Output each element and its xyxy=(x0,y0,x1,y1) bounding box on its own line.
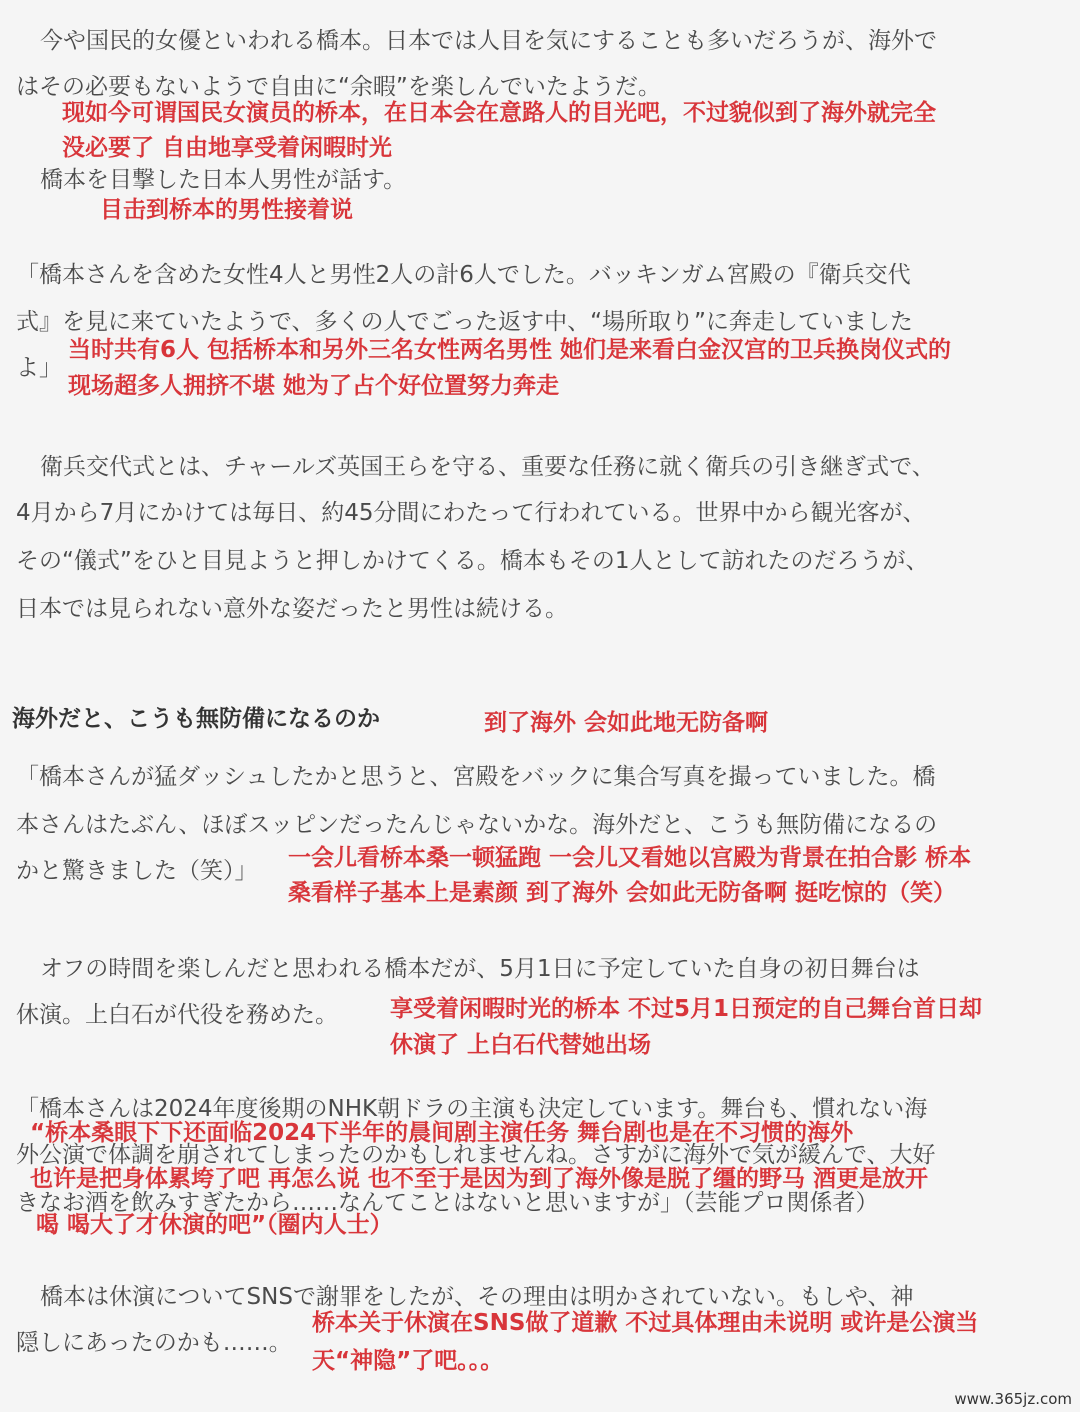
p7-cn-line-2: 也许是把身体累垮了吧 再怎么说 也不至于是因为到了海外像是脱了缰的野马 酒更是放开 xyxy=(30,1166,929,1192)
p4-jp-line-1: 衛兵交代式とは、チャールズ英国王らを守る、重要な任務に就く衛兵の引き継ぎ式で、 xyxy=(40,454,935,480)
p4-jp-line-2: 4月から7月にかけては毎日、約45分間にわたって行われている。世界中から観光客が、 xyxy=(16,500,926,526)
p6-cn-line-2: 休演了 上白石代替她出场 xyxy=(390,1032,652,1058)
p6-cn-line-1: 享受着闲暇时光的桥本 不过5月1日预定的自己舞台首日却 xyxy=(390,996,983,1022)
section-heading-translation: 到了海外 会如此地无防备啊 xyxy=(484,710,769,736)
p8-jp-line-2: 隠しにあったのかも……。 xyxy=(16,1330,292,1356)
p4-jp-line-3: その“儀式”をひと目見ようと押しかけてくる。橋本もその1人として訪れたのだろうが、 xyxy=(16,548,929,574)
p8-cn-line-2: 天“神隐”了吧。。。 xyxy=(312,1348,504,1374)
p6-jp-line-1: オフの時間を楽しんだと思われる橋本だが、5月1日に予定していた自身の初日舞台は xyxy=(40,956,920,982)
p3-cn-line-1: 当时共有6人 包括桥本和另外三名女性两名男性 她们是来看白金汉宫的卫兵换岗仪式的 xyxy=(68,337,952,363)
p7-cn-line-1: “桥本桑眼下下还面临2024下半年的晨间剧主演任务 舞台剧也是在不习惯的海外 xyxy=(30,1120,854,1146)
p2-jp-line-1: 橋本を目撃した日本人男性が話す。 xyxy=(40,167,407,193)
p8-jp-line-1: 橋本は休演についてSNSで謝罪をしたが、その理由は明かされていない。もしや、神 xyxy=(40,1284,914,1310)
p5-jp-line-2: 本さんはたぶん、ほぼスッピンだったんじゃないかな。海外だと、こうも無防備になるの xyxy=(16,812,938,838)
p1-jp-line-2: はその必要もないようで自由に“余暇”を楽しんでいたようだ。 xyxy=(16,74,661,100)
p1-cn-line-1: 现如今可谓国民女演员的桥本，在日本会在意路人的目光吧，不过貌似到了海外就完全 xyxy=(62,100,936,126)
p7-jp-line-3: きなお酒を飲みすぎたから……なんてことはないと思いますが」（芸能プロ関係者） xyxy=(16,1190,879,1216)
p7-cn-line-3: 喝 喝大了才休演的吧”（圈内人士） xyxy=(36,1212,393,1238)
p8-cn-line-1: 桥本关于休演在SNS做了道歉 不过具体理由未说明 或许是公演当 xyxy=(312,1310,979,1336)
p3-jp-line-1: 「橋本さんを含めた女性4人と男性2人の計6人でした。バッキンガム宮殿の『衛兵交代 xyxy=(16,262,911,288)
p1-cn-line-2: 没必要了 自由地享受着闲暇时光 xyxy=(62,135,393,161)
p5-cn-line-2: 桑看样子基本上是素颜 到了海外 会如此无防备啊 挺吃惊的（笑） xyxy=(288,880,957,906)
p5-jp-line-1: 「橋本さんが猛ダッシュしたかと思うと、宮殿をバックに集合写真を撮っていました。橋 xyxy=(16,764,936,790)
p5-cn-line-1: 一会儿看桥本桑一顿猛跑 一会儿又看她以宫殿为背景在拍合影 桥本 xyxy=(288,845,972,871)
p2-cn-line-1: 目击到桥本的男性接着说 xyxy=(100,197,353,223)
p3-jp-line-3: よ」 xyxy=(16,355,62,381)
p3-cn-line-2: 现场超多人拥挤不堪 她为了占个好位置努力奔走 xyxy=(68,373,560,399)
p6-jp-line-2: 休演。上白石が代役を務めた。 xyxy=(16,1002,338,1028)
p7-jp-line-2: 外公演で体調を崩されてしまったのかもしれませんね。さすがに海外で気が緩んで、大好 xyxy=(16,1142,936,1168)
section-heading: 海外だと、こうも無防備になるのか xyxy=(12,706,380,732)
watermark: www.365jz.com xyxy=(954,1390,1072,1408)
p5-jp-line-3: かと驚きました（笑）」 xyxy=(16,858,258,884)
p3-jp-line-2: 式』を見に来ていたようで、多くの人でごった返す中、“場所取り”に奔走していました xyxy=(16,309,913,335)
p4-jp-line-4: 日本では見られない意外な姿だったと男性は続ける。 xyxy=(16,596,568,622)
p1-jp-line-1: 今や国民的女優といわれる橋本。日本では人目を気にすることも多いだろうが、海外で xyxy=(40,28,937,54)
p7-jp-line-1: 「橋本さんは2024年度後期のNHK朝ドラの主演も決定しています。舞台も、慣れない海 xyxy=(16,1096,928,1122)
